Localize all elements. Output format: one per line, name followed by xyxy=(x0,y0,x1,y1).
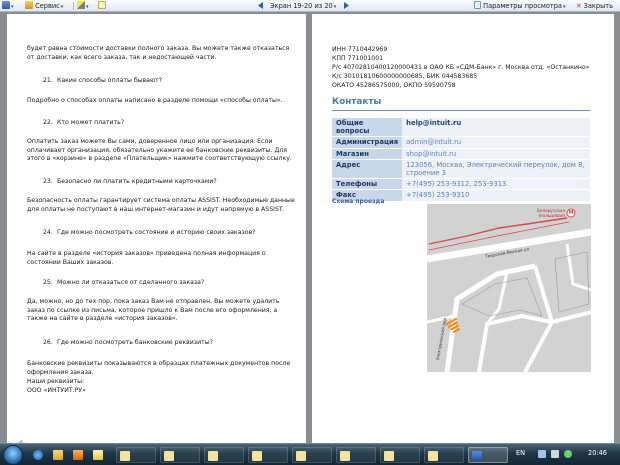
paragraph: будет равна стоимости доставки полного заказа. Вы можете также отказаться от доставки, как всего заказа, так и недостающей части. xyxy=(27,45,290,61)
contact-value: +7(495) 253-9312, 253-9313 xyxy=(402,179,590,190)
word-document-icon xyxy=(472,451,482,461)
folder-icon xyxy=(53,450,63,460)
start-button[interactable] xyxy=(3,445,23,465)
table-row xyxy=(332,179,590,190)
map-street-label: Тверская-Ямская ул. xyxy=(484,246,531,259)
question-heading: 26. Где можно посмотреть банковские реквизиты? xyxy=(43,339,213,346)
contacts-table xyxy=(332,118,590,202)
document-page-left xyxy=(7,14,306,443)
contact-key: Администрация xyxy=(332,137,402,148)
map-drawing xyxy=(427,204,591,372)
taskbar-window-button[interactable] xyxy=(336,447,376,463)
document-icon xyxy=(384,451,394,461)
view-params-menu[interactable]: Параметры просмотра▾ xyxy=(474,1,565,11)
map-station-label: Белорусская (кольцевая) xyxy=(536,208,565,218)
table-row xyxy=(332,137,590,148)
taskbar-window-button-active[interactable] xyxy=(468,447,508,463)
network-icon[interactable] xyxy=(538,450,546,458)
taskbar-window-button[interactable] xyxy=(380,447,420,463)
directions-heading: Схема проезда xyxy=(332,198,385,205)
table-row xyxy=(332,118,590,137)
question-heading: 24. Где можно посмотреть состояние и историю своих заказов? xyxy=(43,229,256,236)
taskbar-window-button[interactable] xyxy=(292,447,332,463)
page-counter-label: Экран 19-20 из 20 xyxy=(270,2,333,10)
paragraph: Банковские реквизиты показываются в образцах платежных документов после оформления заказа. xyxy=(27,360,291,376)
document-icon xyxy=(340,451,350,461)
comment-icon xyxy=(98,1,106,9)
table-row xyxy=(332,159,590,178)
bank-detail-account: Р/с 40702810400120000431 в ОАО КБ «СДМ-Банк» г. Москва отд. «Останкино» xyxy=(332,64,590,71)
highlighter-icon xyxy=(77,1,85,9)
browser-icon xyxy=(33,450,43,460)
bank-detail-inn: ИНН 7710442969 xyxy=(332,46,388,53)
contacts-heading: Контакты xyxy=(332,97,382,107)
close-icon: ✕ xyxy=(576,2,582,10)
taskbar-window-button[interactable] xyxy=(116,447,156,463)
paragraph: Да, можно, но до тех пор, пока заказ Вам не отправлен. Вы можете удалить заказ по ссылке из письма, которое пришло к Вам после его оформления, а также на сайте в разделе «история заказов». xyxy=(27,298,280,323)
document-icon xyxy=(120,451,130,461)
contact-email-link[interactable]: admin@intuit.ru xyxy=(402,137,590,148)
taskbar-window-button[interactable] xyxy=(160,447,200,463)
bank-detail-okato: ОКАТО 45286575000, ОКПО 59590758 xyxy=(332,82,456,89)
service-menu[interactable]: Сервис▾ xyxy=(25,1,63,11)
heading-divider xyxy=(332,110,590,111)
document-icon xyxy=(164,451,174,461)
question-heading: 23. Безопасно ли платить кредитными карточками? xyxy=(43,178,217,185)
taskbar-window-button[interactable] xyxy=(424,447,464,463)
contact-key: Адрес xyxy=(332,159,402,178)
document-icon xyxy=(296,451,306,461)
media-icon xyxy=(73,450,83,460)
contact-value: +7(495) 253-9310 xyxy=(402,190,590,201)
contact-key: Магазин xyxy=(332,148,402,159)
save-icon xyxy=(2,1,10,9)
next-screen-button[interactable] xyxy=(342,1,351,11)
contact-key: Общие вопросы xyxy=(332,118,402,137)
taskbar-app-button[interactable] xyxy=(30,447,46,463)
contact-value: 123056, Москва, Электрический переулок, дом 8, строение 3 xyxy=(402,159,590,178)
contact-key: Телефоны xyxy=(332,179,402,190)
save-button[interactable]: ▾ xyxy=(2,1,14,11)
view-options-icon xyxy=(474,1,481,9)
language-indicator[interactable]: EN xyxy=(516,449,526,457)
taskbar-app-button[interactable] xyxy=(50,447,66,463)
notes-icon xyxy=(93,450,103,460)
map-metro-letter: М xyxy=(568,209,574,216)
tray-app-icon[interactable] xyxy=(564,450,572,458)
previous-screen-button[interactable] xyxy=(256,1,265,11)
table-row xyxy=(332,148,590,159)
close-label: Закрыть xyxy=(583,2,614,10)
taskbar-app-button[interactable] xyxy=(90,447,106,463)
tools-icon xyxy=(25,1,33,9)
question-heading: 22. Кто может платить? xyxy=(43,119,125,126)
document-icon xyxy=(428,451,438,461)
taskbar-window-button[interactable] xyxy=(204,447,244,463)
bank-detail-kpp: КПП 771001001 xyxy=(332,55,384,62)
document-icon xyxy=(252,451,262,461)
directions-map xyxy=(427,204,591,372)
paragraph: Подробно о способах оплаты написано в разделе помощи «способы оплаты». xyxy=(27,97,283,104)
service-menu-label: Сервис xyxy=(35,2,60,10)
view-params-label: Параметры просмотра xyxy=(483,2,562,10)
paragraph: На сайте в разделе «история заказов» приведена полная информация о состоянии Ваших заказов. xyxy=(27,250,266,266)
system-clock[interactable]: 20:46 xyxy=(588,449,608,457)
close-button[interactable] xyxy=(576,1,613,11)
paragraph: Оплатить заказ можете Вы сами, доверенное лицо или организация. Если оплачивает организация, обязательно укажите ее банковские реквизиты. Для этого в «корзине» в разделе «Плательщик» нажмите соответствующую ссылку. xyxy=(27,138,292,163)
volume-icon[interactable] xyxy=(551,450,559,458)
paragraph: ООО «ИНТУИТ.РУ» xyxy=(27,387,86,394)
page-counter[interactable]: Экран 19-20 из 20▾ xyxy=(270,2,337,10)
question-heading: 21. Какие способы оплаты бывают? xyxy=(43,77,163,84)
arrow-right-icon xyxy=(342,1,351,10)
bank-detail-corr-account: К/с 30101810600000000685, БИК 044583685 xyxy=(332,73,478,80)
contact-email-link[interactable]: help@intuit.ru xyxy=(402,118,590,137)
paragraph: Наши реквизиты: xyxy=(27,378,85,385)
document-icon xyxy=(208,451,218,461)
contact-email-link[interactable]: shop@intuit.ru xyxy=(402,148,590,159)
highlight-button[interactable]: ▾ xyxy=(77,1,89,11)
paragraph: Безопасность оплаты гарантирует система оплаты ASSIST. Необходимые данные для оплаты не поступают в наш интернет-магазин и идут напрямую в ASSIST. xyxy=(27,197,295,213)
reading-toolbar xyxy=(0,0,620,12)
contact-key: Факс xyxy=(332,190,402,201)
windows-taskbar xyxy=(0,443,620,465)
arrow-left-icon xyxy=(256,1,265,10)
taskbar-window-button[interactable] xyxy=(248,447,288,463)
comment-button[interactable] xyxy=(98,1,106,11)
toolbar-divider xyxy=(73,2,74,10)
map-street-label: Электрический пер. xyxy=(434,316,448,361)
question-heading: 25. Можно ли отказаться от сделанного заказа? xyxy=(43,279,205,286)
document-page-right xyxy=(312,14,614,443)
taskbar-app-button[interactable] xyxy=(70,447,86,463)
